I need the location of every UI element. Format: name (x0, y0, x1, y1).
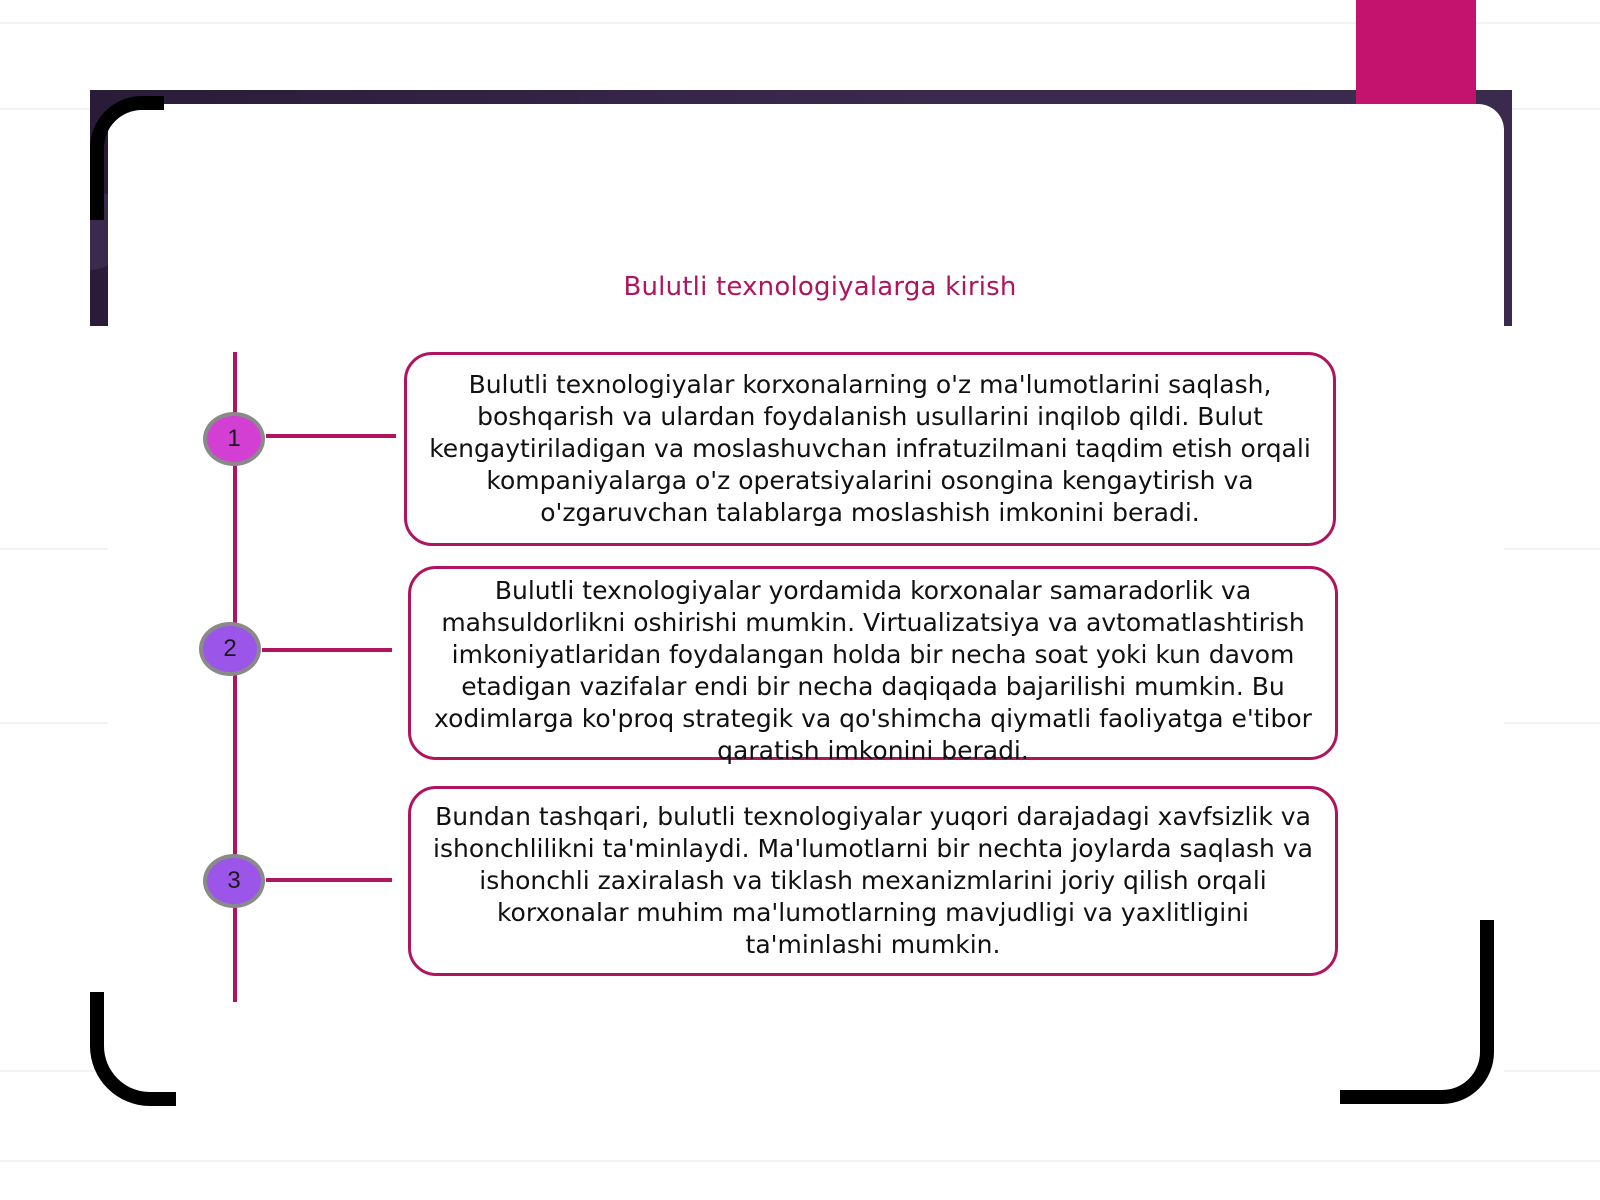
corner-bracket-bottom-right (1340, 920, 1494, 1104)
timeline-connector-1 (266, 434, 396, 438)
timeline-text-3: Bundan tashqari, bulutli texnologiyalar yuqori darajadagi xavfsizlik va ishonchlilikni ta'minlaydi. Ma'lumotlarni bir nechta joylarda saqlash va ishonchli zaxiralash va tiklash mexanizmlarini joriy qilish orqali korxonalar muhim ma'lumotlarning mavjudligi va yaxlitligini ta'minlashi mumkin. (433, 802, 1313, 959)
accent-tab (1356, 0, 1476, 104)
timeline-text-2: Bulutli texnologiyalar yordamida korxonalar samaradorlik va mahsuldorlikni oshirishi mumkin. Virtualizatsiya va avtomatlashtirish imkoniyatlaridan foydalangan holda bir necha soat yoki kun davom etadigan vazifalar endi bir necha daqiqada bajarilishi mumkin. Bu xodimlarga ko'proq strategik va qo'shimcha qiymatli faoliyatga e'tibor qaratish imkonini beradi. (434, 576, 1312, 765)
corner-bracket-bottom-left (90, 992, 176, 1106)
timeline-node-3: 3 (203, 854, 265, 908)
corner-bracket-top-left (90, 96, 164, 220)
timeline-text-box-2 (408, 566, 1338, 765)
timeline-connector-3 (266, 878, 392, 882)
timeline-text-box-1 (404, 352, 1336, 546)
background-rule (0, 1160, 1600, 1162)
timeline-text-box-3 (408, 786, 1338, 976)
timeline-node-2: 2 (199, 622, 261, 676)
timeline-connector-2 (262, 648, 392, 652)
slide-title: Bulutli texnologiyalarga kirish (623, 272, 1017, 302)
timeline-node-1: 1 (203, 412, 265, 466)
timeline-text-1: Bulutli texnologiyalar korxonalarning o'z ma'lumotlarini saqlash, boshqarish va ulardan foydalanish usullarini inqilob qildi. Bulut kengaytiriladigan va moslashuvchan infratuzilmani taqdim etish orqali kompaniyalarga o'z operatsiyalarini osongina kengaytirish va o'zgaruvchan talablarga moslashish imkonini beradi. (429, 370, 1311, 527)
